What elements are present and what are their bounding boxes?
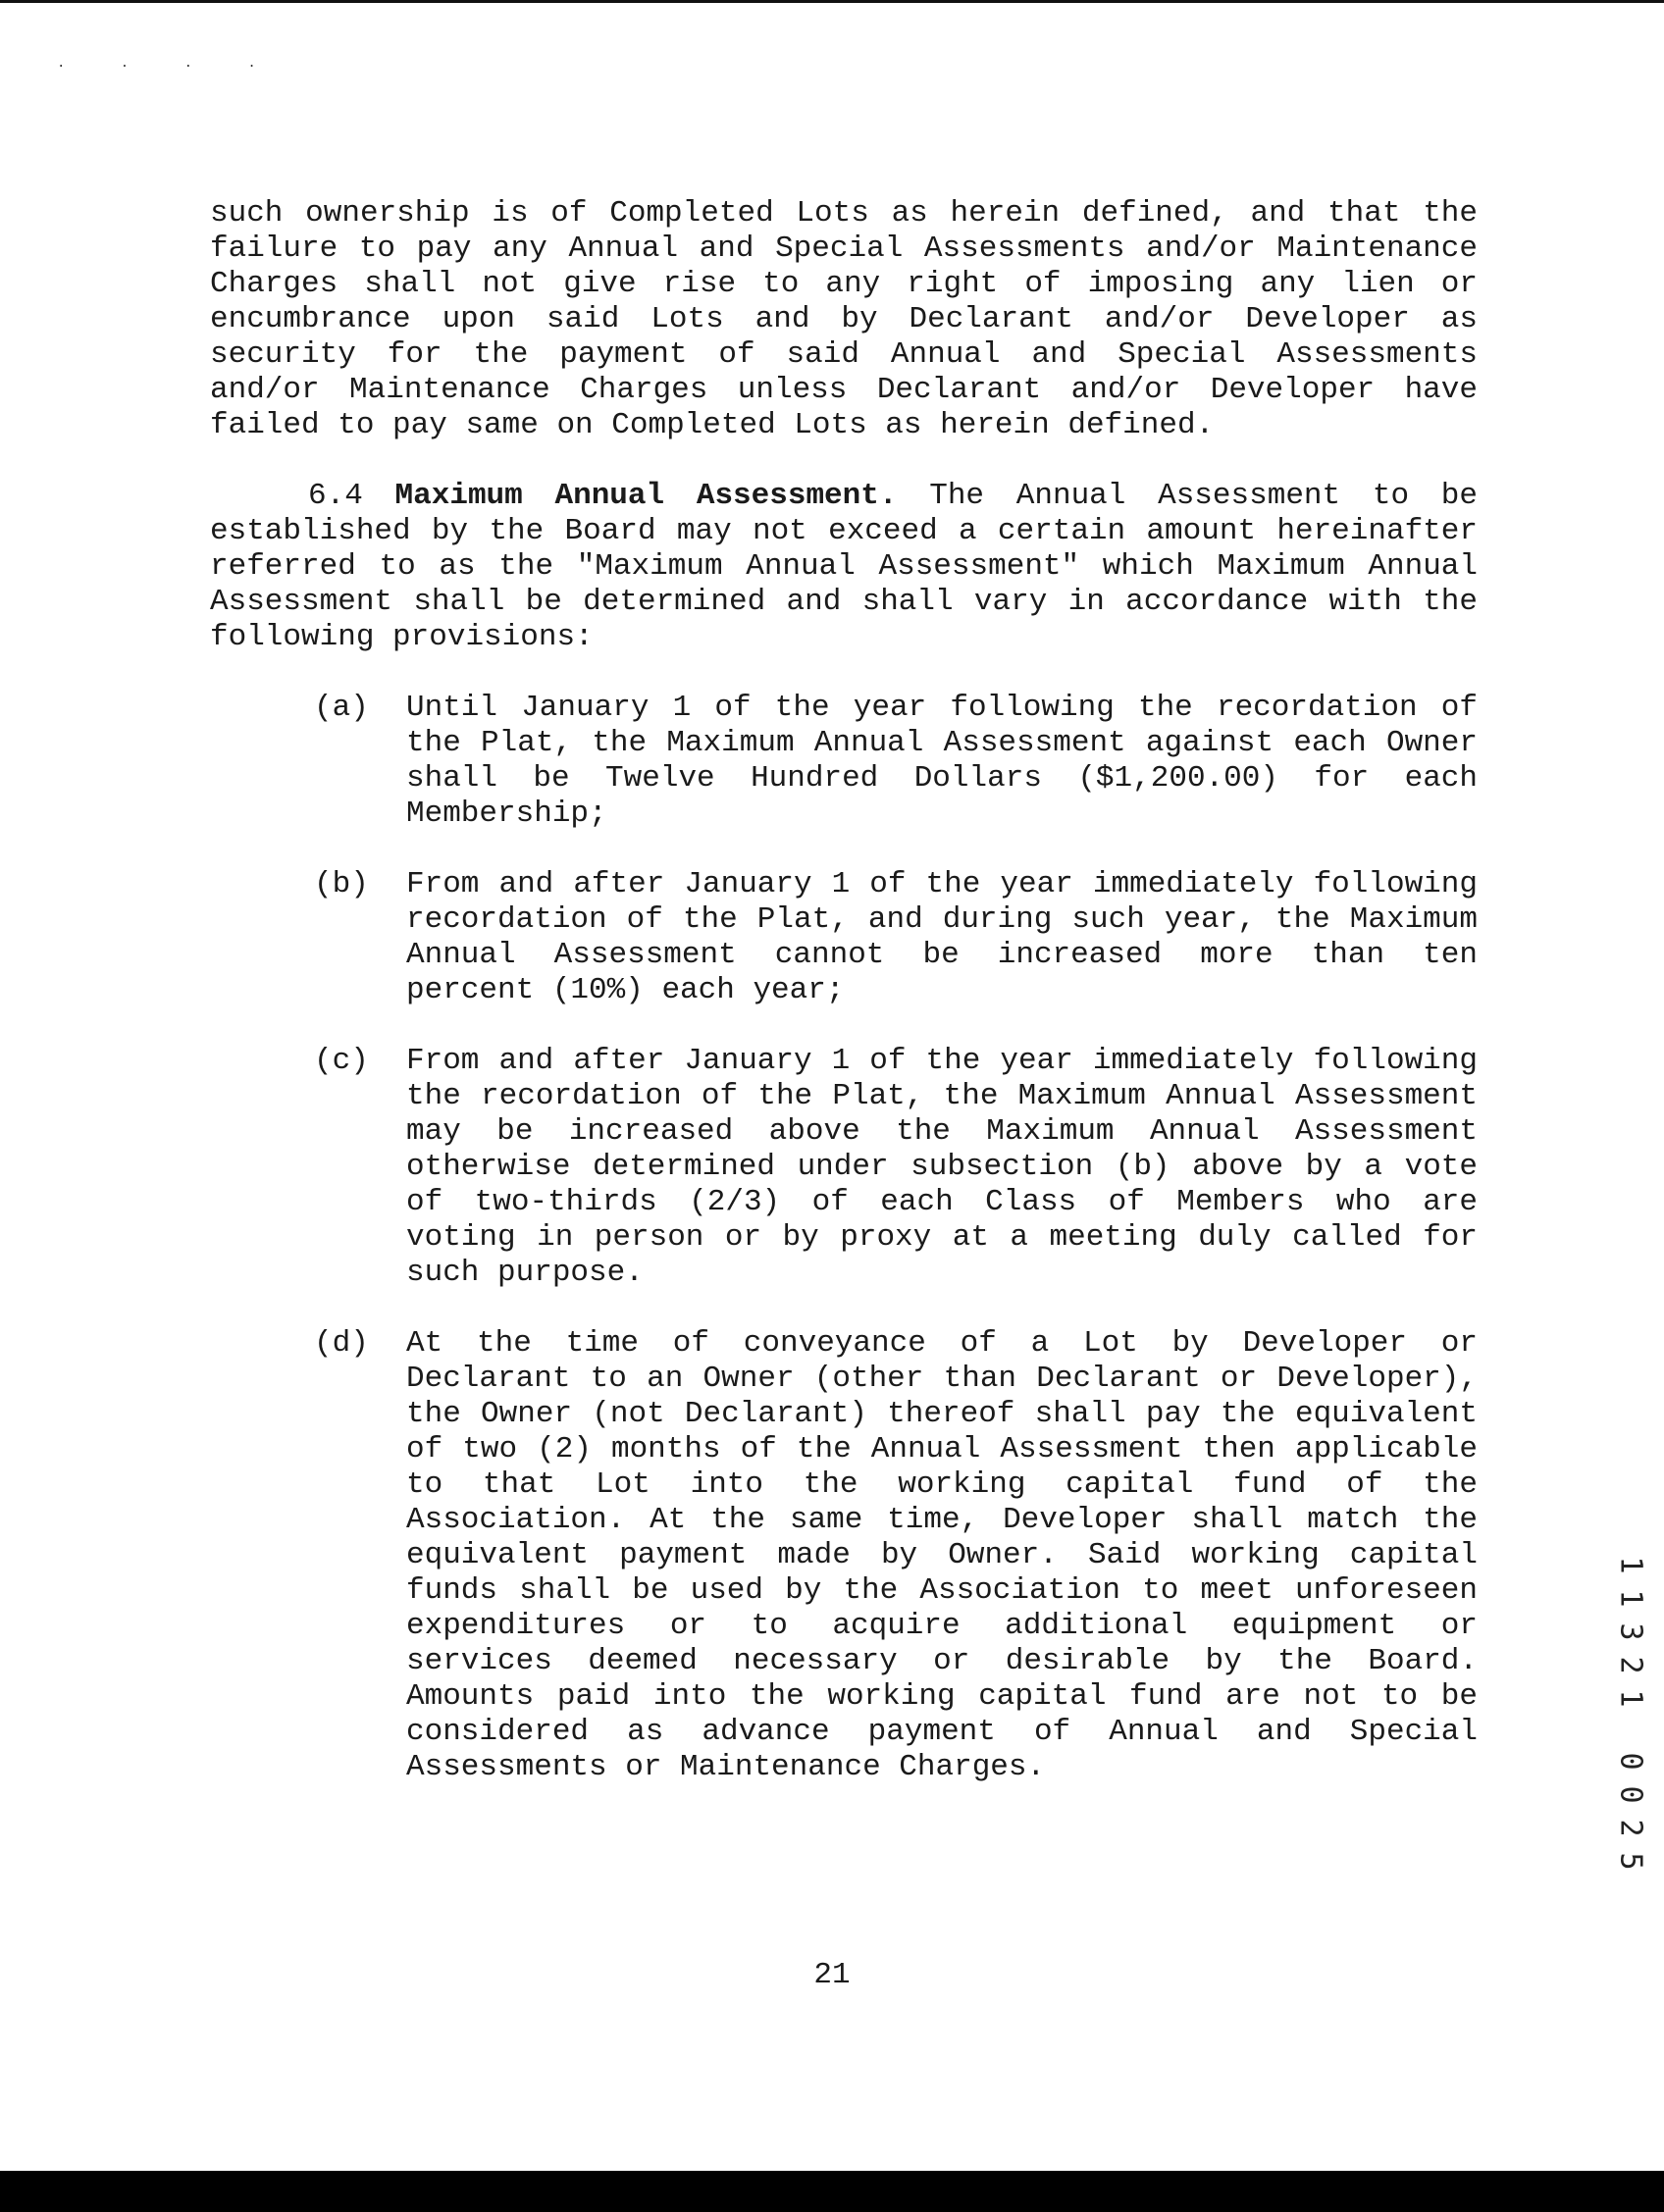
stamp-digit: 0 (1613, 1752, 1648, 1771)
provision-text: From and after January 1 of the year immediately following recordation of the Plat, and during such year, the Maximum Annual Assessment cannot be increased more than ten percent (10%) each year; (406, 867, 1478, 1007)
section-heading: Maximum Annual Assessment. (394, 479, 898, 513)
provision-label: (d) (314, 1326, 369, 1361)
section-6-4-paragraph (210, 479, 1478, 655)
stamp-digit: 5 (1613, 1852, 1648, 1871)
side-stamp (1613, 1548, 1648, 1881)
provision-label: (c) (314, 1044, 369, 1078)
document-page (210, 196, 1478, 1821)
provision-text: Until January 1 of the year following the recordation of the Plat, the Maximum Annual Assessment against each Owner shall be Twelve Hundred Dollars ($1,200.00) for each Membership; (406, 691, 1478, 831)
stamp-digit: 0 (1613, 1785, 1648, 1804)
provision-label: (a) (314, 691, 369, 725)
provision-item-b (210, 867, 1478, 1008)
stamp-digit: 1 (1613, 1689, 1648, 1708)
provision-item-c (210, 1044, 1478, 1291)
stamp-digit: 2 (1613, 1656, 1648, 1674)
provision-text: At the time of conveyance of a Lot by Developer or Declarant to an Owner (other than Declarant or Developer), the Owner (not Declarant) thereof shall pay the equivalent of two (2) months of the Annual Assessment then applicable to that Lot into the working capital fund of the Association. At the same time, Developer shall match the equivalent payment made by Owner. Said working capital funds shall be used by the Association to meet unforeseen expenditures or to acquire additional equipment or services deemed necessary or desirable by the Board. Amounts paid into the working capital fund are not to be considered as advance payment of Annual and Special Assessments or Maintenance Charges. (406, 1326, 1478, 1784)
page-number: 21 (813, 1958, 851, 1992)
provision-text: From and after January 1 of the year immediately following the recordation of the Plat, the Maximum Annual Assessment may be increased above the Maximum Annual Assessment otherwise determined under subsection (b) above by a vote of two-thirds (2/3) of each Class of Members who are voting in person or by proxy at a meeting duly called for such purpose. (406, 1044, 1478, 1290)
scan-bottom-edge (0, 2171, 1664, 2212)
stamp-digit: 3 (1613, 1622, 1648, 1641)
stamp-digit: 1 (1613, 1589, 1648, 1608)
provision-item-d (210, 1326, 1478, 1785)
provision-item-a (210, 691, 1478, 832)
scan-top-edge (0, 0, 1664, 3)
scan-specks: · · · · (57, 59, 280, 75)
section-number: 6.4 (308, 479, 363, 513)
provision-label: (b) (314, 867, 369, 901)
intro-paragraph: such ownership is of Completed Lots as herein defined, and that the failure to pay any Annual and Special Assessments and/or Maintenance Charges shall not give rise to any right of imposing any lien or encumbrance upon said Lots and by Declarant and/or Developer as security for the payment of said Annual and Special Assessments and/or Maintenance Charges unless Declarant and/or Developer have failed to pay same on Completed Lots as herein defined. (210, 196, 1478, 442)
stamp-digit: 2 (1613, 1819, 1648, 1837)
stamp-digit: 1 (1613, 1556, 1648, 1574)
section-text: The Annual Assessment to be established by the Board may not exceed a certain amount hereinafter referred to as the "Maximum Annual Assessment" which Maximum Annual Assessment shall be determined and shall vary in accordance with the following provisions: (210, 479, 1478, 654)
